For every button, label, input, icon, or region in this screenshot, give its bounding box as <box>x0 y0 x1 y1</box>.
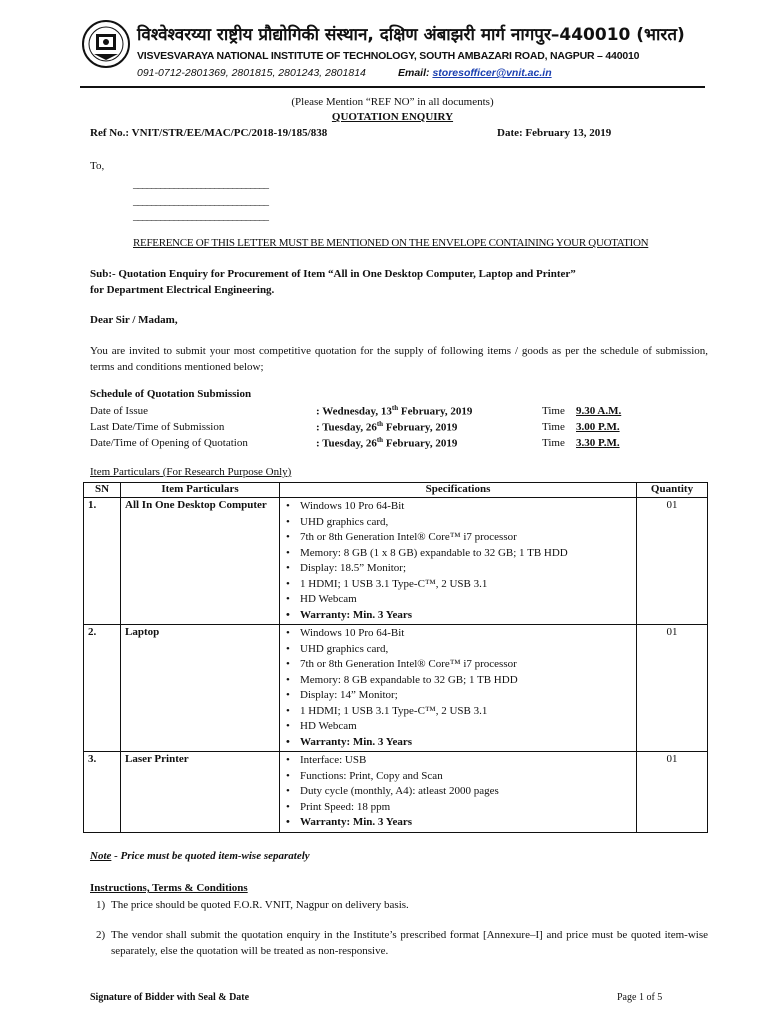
items-table <box>83 482 708 833</box>
table-row <box>84 498 708 625</box>
row-particular: Laser Printer <box>121 752 280 833</box>
spec-item: • 7th or 8th Generation Intel® Core™ i7 processor <box>300 530 632 546</box>
spec-item: • 1 HDMI; 1 USB 3.1 Type-C™, 2 USB 3.1 <box>300 704 632 720</box>
institute-english-title: VISVESVARAYA NATIONAL INSTITUTE OF TECHNOLOGY, SOUTH AMBAZARI ROAD, NAGPUR – 440010 <box>137 50 640 62</box>
header-sn: SN <box>84 483 121 498</box>
schedule-date-suffix: th <box>391 404 399 413</box>
spec-item: • Memory: 8 GB (1 x 8 GB) expandable to 32 GB; 1 TB HDD <box>300 546 632 562</box>
header-particulars: Item Particulars <box>121 483 280 498</box>
row-sn: 3. <box>84 752 121 833</box>
note-text: - Price must be quoted item-wise separately <box>111 850 310 862</box>
spec-item: • Windows 10 Pro 64-Bit <box>300 626 632 642</box>
page-number: Page 1 of 5 <box>617 992 663 1003</box>
schedule-time: 3.00 P.M. <box>576 421 620 433</box>
schedule-label: Date/Time of Opening of Quotation <box>90 437 248 449</box>
schedule-label: Date of Issue <box>90 405 149 417</box>
institute-phones: 091-0712-2801369, 2801815, 2801243, 2801814 <box>137 67 366 79</box>
row-quantity: 01 <box>637 498 708 625</box>
email-label: Email: <box>398 67 433 79</box>
schedule-row <box>90 403 621 419</box>
spec-list <box>284 626 632 750</box>
institute-logo <box>82 16 130 72</box>
issue-date: Date: February 13, 2019 <box>497 127 612 139</box>
email-link[interactable]: storesofficer@vnit.ac.in <box>432 67 552 79</box>
row-quantity: 01 <box>637 752 708 833</box>
schedule-date-suffix: th <box>376 436 384 445</box>
schedule-date-month: February, 2019 <box>383 421 458 434</box>
schedule-date-month: February, 2019 <box>398 405 473 418</box>
row-specifications <box>280 498 637 625</box>
institute-hindi-title: विश्वेश्वरय्या राष्ट्रीय प्रौद्योगिकी संस्थान, दक्षिण अंबाझरी मार्ग नागपुर–440010 (भारत) <box>137 25 685 45</box>
row-sn: 1. <box>84 498 121 625</box>
schedule-time: 9.30 A.M. <box>576 405 622 417</box>
subject-line-1: Sub:- Quotation Enquiry for Procurement of Item “All in One Desktop Computer, Laptop and Printer” <box>90 268 576 280</box>
schedule-date-day: : Wednesday, 13 <box>316 405 392 418</box>
salutation: Dear Sir / Madam, <box>90 314 178 326</box>
spec-item: • Print Speed: 18 ppm <box>300 800 632 816</box>
spec-item: • UHD graphics card, <box>300 515 632 531</box>
header-specifications: Specifications <box>280 483 637 498</box>
row-quantity: 01 <box>637 625 708 752</box>
spec-item: • Display: 14” Monitor; <box>300 688 632 704</box>
instructions-heading: Instructions, Terms & Conditions <box>90 882 248 894</box>
items-table-header <box>84 483 708 498</box>
address-blank-line: ______________________________ <box>133 178 268 190</box>
spec-item: • Warranty: Min. 3 Years <box>300 735 632 751</box>
schedule-row <box>90 419 621 435</box>
spec-item: • Warranty: Min. 3 Years <box>300 608 632 624</box>
header-quantity: Quantity <box>637 483 708 498</box>
spec-item: • HD Webcam <box>300 719 632 735</box>
to-label: To, <box>90 160 105 172</box>
row-sn: 2. <box>84 625 121 752</box>
address-blank-line: ______________________________ <box>133 195 268 207</box>
table-row <box>84 625 708 752</box>
address-blank-line: ______________________________ <box>133 210 268 222</box>
schedule-date <box>316 403 542 419</box>
spec-list <box>284 753 632 831</box>
spec-item: • HD Webcam <box>300 592 632 608</box>
spec-list <box>284 499 632 623</box>
header-divider <box>80 86 705 88</box>
schedule-time-label: Time <box>542 421 565 433</box>
instruction-item <box>96 897 708 913</box>
schedule-date-suffix: th <box>376 420 384 429</box>
row-specifications <box>280 752 637 833</box>
schedule-heading: Schedule of Quotation Submission <box>90 388 252 400</box>
price-note <box>90 850 310 862</box>
instruction-text: The price should be quoted F.O.R. VNIT, Nagpur on delivery basis. <box>111 899 409 911</box>
schedule-time: 3.30 P.M. <box>576 437 620 449</box>
subject-line-2: for Department Electrical Engineering. <box>90 284 275 296</box>
schedule-date-day: : Tuesday, 26 <box>316 421 377 434</box>
doc-title: QUOTATION ENQUIRY <box>331 111 454 123</box>
table-row <box>84 752 708 833</box>
instruction-number: 2) <box>96 929 106 941</box>
mention-line: (Please Mention “REF NO” in all documents) <box>291 96 494 108</box>
schedule-row <box>90 435 621 451</box>
schedule-date <box>316 435 542 451</box>
schedule-date <box>316 419 542 435</box>
institute-email-line <box>398 67 552 79</box>
spec-item: • Duty cycle (monthly, A4): atleast 2000 pages <box>300 784 632 800</box>
items-heading: Item Particulars (For Research Purpose Only) <box>90 466 292 478</box>
row-particular: Laptop <box>121 625 280 752</box>
spec-item: • Interface: USB <box>300 753 632 769</box>
instruction-text: The vendor shall submit the quotation enquiry in the Institute’s prescribed format [Annexure–I] and price must be quoted item-wise separately, else the quotation will be treated as non-responsive. <box>111 929 708 957</box>
ref-number: Ref No.: VNIT/STR/EE/MAC/PC/2018-19/185/838 <box>90 127 328 139</box>
spec-item: • Windows 10 Pro 64-Bit <box>300 499 632 515</box>
schedule-date-month: February, 2019 <box>383 437 458 450</box>
intro-paragraph: You are invited to submit your most competitive quotation for the supply of following items / goods as per the schedule of submission, terms and conditions mentioned below; <box>90 345 708 373</box>
note-label: Note <box>90 850 112 862</box>
schedule-time-label: Time <box>542 437 565 449</box>
spec-item: • Memory: 8 GB expandable to 32 GB; 1 TB HDD <box>300 673 632 689</box>
row-particular: All In One Desktop Computer <box>121 498 280 625</box>
schedule-table <box>90 403 621 451</box>
spec-item: • UHD graphics card, <box>300 642 632 658</box>
spec-item: • 1 HDMI; 1 USB 3.1 Type-C™, 2 USB 3.1 <box>300 577 632 593</box>
spec-item: • 7th or 8th Generation Intel® Core™ i7 processor <box>300 657 632 673</box>
signature-label: Signature of Bidder with Seal & Date <box>90 992 250 1003</box>
schedule-time-label: Time <box>542 405 565 417</box>
schedule-label: Last Date/Time of Submission <box>90 421 225 433</box>
instruction-number: 1) <box>96 899 106 911</box>
row-specifications <box>280 625 637 752</box>
spec-item: • Display: 18.5” Monitor; <box>300 561 632 577</box>
reference-note: REFERENCE OF THIS LETTER MUST BE MENTIONED ON THE ENVELOPE CONTAINING YOUR QUOTATION <box>133 237 649 249</box>
instruction-item <box>96 927 708 959</box>
spec-item: • Functions: Print, Copy and Scan <box>300 769 632 785</box>
schedule-date-day: : Tuesday, 26 <box>316 437 377 450</box>
spec-item: • Warranty: Min. 3 Years <box>300 815 632 831</box>
